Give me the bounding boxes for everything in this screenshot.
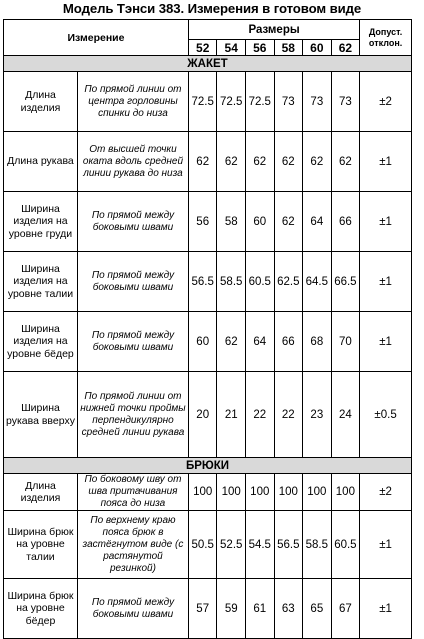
header-measurement: Измерение [4,20,189,56]
size-value: 54.5 [246,511,275,579]
table-row [4,132,412,192]
header-sizes: Размеры [188,20,359,40]
size-value: 100 [217,474,246,511]
size-value: 66 [331,192,360,252]
size-value: 59 [217,579,246,639]
measurement-method: По прямой между боковыми швами [77,579,188,639]
size-value: 72.5 [217,72,246,132]
tolerance-value: ±1 [360,252,412,312]
size-value: 57 [188,579,217,639]
table-row [4,474,412,511]
size-value: 58.5 [303,511,332,579]
size-value: 58.5 [217,252,246,312]
size-value: 70 [331,312,360,372]
size-header: 56 [246,40,275,56]
measurement-name: Длина рукава [4,132,78,192]
measurement-name: Ширина изделия на уровне талии [4,252,78,312]
tolerance-value: ±1 [360,579,412,639]
size-value: 62 [217,312,246,372]
size-value: 60.5 [246,252,275,312]
size-value: 100 [274,474,303,511]
size-value: 50.5 [188,511,217,579]
measurement-name: Ширина рукава вверху [4,372,78,458]
size-value: 62 [217,132,246,192]
table-row [4,511,412,579]
size-header: 54 [217,40,246,56]
size-header: 58 [274,40,303,56]
size-value: 62 [274,192,303,252]
size-value: 62 [331,132,360,192]
size-value: 64 [246,312,275,372]
measurement-method: По прямой линии от нижней точки проймы перпендикулярно средней линии рукава [77,372,188,458]
size-value: 73 [331,72,360,132]
section-header: БРЮКИ [4,458,412,474]
table-row [4,192,412,252]
measurement-method: От высшей точки оката вдоль средней линии рукава до низа [77,132,188,192]
tolerance-value: ±1 [360,511,412,579]
measurement-name: Ширина брюк на уровне талии [4,511,78,579]
size-value: 68 [303,312,332,372]
size-value: 58 [217,192,246,252]
measurement-method: По прямой между боковыми швами [77,312,188,372]
size-value: 60 [246,192,275,252]
size-value: 66 [274,312,303,372]
header-tolerance: Допуст. отклон. [360,20,412,56]
section-header: ЖАКЕТ [4,56,412,72]
size-value: 66.5 [331,252,360,312]
size-header: 52 [188,40,217,56]
size-value: 56.5 [188,252,217,312]
size-value: 62 [246,132,275,192]
size-value: 60.5 [331,511,360,579]
size-value: 52.5 [217,511,246,579]
size-value: 100 [331,474,360,511]
measurement-method: По прямой между боковыми швами [77,192,188,252]
measurements-table [3,19,412,639]
size-value: 72.5 [246,72,275,132]
page-title: Модель Тэнси 383. Измерения в готовом виде [62,1,362,16]
tolerance-value: ±1 [360,132,412,192]
size-header: 60 [303,40,332,56]
size-value: 60 [188,312,217,372]
size-value: 56 [188,192,217,252]
size-value: 24 [331,372,360,458]
size-value: 62 [303,132,332,192]
measurement-method: По прямой линии от центра горловины спинки до низа [77,72,188,132]
table-row [4,312,412,372]
size-value: 21 [217,372,246,458]
size-value: 56.5 [274,511,303,579]
measurement-name: Длина изделия [4,72,78,132]
size-value: 73 [303,72,332,132]
size-value: 64.5 [303,252,332,312]
size-header: 62 [331,40,360,56]
table-row [4,372,412,458]
size-value: 72.5 [188,72,217,132]
size-value: 64 [303,192,332,252]
size-value: 62 [188,132,217,192]
measurement-name: Ширина изделия на уровне бёдер [4,312,78,372]
size-value: 62.5 [274,252,303,312]
size-value: 62 [274,132,303,192]
tolerance-value: ±0.5 [360,372,412,458]
size-value: 100 [246,474,275,511]
tolerance-value: ±1 [360,312,412,372]
tolerance-value: ±1 [360,192,412,252]
size-value: 22 [274,372,303,458]
size-value: 22 [246,372,275,458]
measurement-name: Ширина изделия на уровне груди [4,192,78,252]
size-value: 73 [274,72,303,132]
size-value: 65 [303,579,332,639]
tolerance-value: ±2 [360,474,412,511]
measurement-method: По верхнему краю пояса брюк в застёгнутом виде (с растянутой резинкой) [77,511,188,579]
size-value: 63 [274,579,303,639]
table-row [4,579,412,639]
size-value: 67 [331,579,360,639]
measurement-method: По боковому шву от шва притачивания пояса до низа [77,474,188,511]
size-value: 100 [188,474,217,511]
table-row [4,252,412,312]
size-value: 23 [303,372,332,458]
measurement-name: Ширина брюк на уровне бёдер [4,579,78,639]
size-value: 61 [246,579,275,639]
measurement-method: По прямой между боковыми швами [77,252,188,312]
size-value: 20 [188,372,217,458]
tolerance-value: ±2 [360,72,412,132]
measurement-name: Длина изделия [4,474,78,511]
table-row [4,72,412,132]
size-value: 100 [303,474,332,511]
